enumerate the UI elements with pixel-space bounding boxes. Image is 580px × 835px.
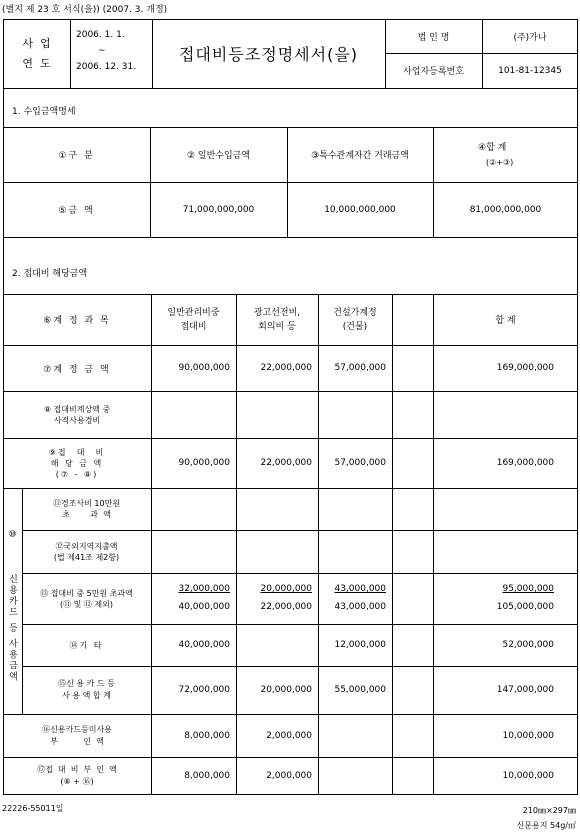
row14-label: ⑭기 타 bbox=[69, 640, 104, 650]
row13-total-b: 105,000,000 bbox=[496, 602, 554, 612]
row14-total: 52,000,000 bbox=[502, 640, 554, 650]
period-from: 2006. 1. 1. bbox=[76, 30, 125, 40]
bizno-label: 사업자등록번호 bbox=[403, 67, 464, 77]
corp-name-value: (주)가나 bbox=[513, 32, 547, 43]
period-to: 2006. 12. 31. bbox=[76, 62, 137, 72]
s2-col-account: ⑥계 정 과 목 bbox=[43, 316, 111, 326]
row13-advert-b: 22,000,000 bbox=[260, 602, 312, 612]
row13-construction-b: 43,000,000 bbox=[334, 602, 386, 612]
row15-label: ⑮신 용 카 드 등 사 용 액 합 계 bbox=[58, 679, 115, 700]
row14-admin: 40,000,000 bbox=[178, 640, 230, 650]
row7-total: 169,000,000 bbox=[496, 363, 554, 373]
card-usage-number: ⑩ bbox=[8, 530, 17, 540]
row9-advert: 22,000,000 bbox=[260, 458, 312, 468]
row15-advert: 20,000,000 bbox=[260, 685, 312, 695]
row9-label: ⑨접 대 비 해 당 금 액 (⑦ - ⑧) bbox=[48, 447, 106, 479]
s2-col-advert: 광고선전비, 회의비 등 bbox=[253, 307, 301, 332]
row7-construction: 57,000,000 bbox=[334, 363, 386, 373]
row9-admin: 90,000,000 bbox=[178, 458, 230, 468]
row13-admin-a: 32,000,000 bbox=[178, 584, 230, 594]
bizno-value: 101-81-12345 bbox=[498, 65, 562, 76]
s1-col-total: ④합 계 bbox=[478, 143, 507, 153]
row15-total: 147,000,000 bbox=[496, 685, 554, 695]
form-title: 접대비등조정명세서(을) bbox=[178, 45, 359, 64]
row13-advert-a: 20,000,000 bbox=[260, 584, 312, 594]
footer-paper: 신문용지 54g/㎡ bbox=[516, 821, 576, 830]
row17-admin: 8,000,000 bbox=[184, 771, 230, 781]
row7-label: ⑦계 정 금 액 bbox=[43, 364, 111, 375]
footer-size: 210㎜×297㎜ bbox=[522, 806, 576, 815]
s1-col-related: ③특수관계자간 거래금액 bbox=[311, 151, 409, 161]
s1-col-general: ② 일반수입금액 bbox=[186, 151, 251, 161]
row15-admin: 72,000,000 bbox=[178, 685, 230, 695]
row7-admin: 90,000,000 bbox=[178, 363, 230, 373]
s1-col-total-formula: (②+③) bbox=[486, 158, 514, 167]
period-tilde: ~ bbox=[98, 46, 106, 56]
section2-title: 2. 접대비 해당금액 bbox=[12, 269, 88, 279]
row16-label: ⑯신용카드등미사용 부 인 액 bbox=[42, 724, 112, 746]
s1-total-amount: 81,000,000,000 bbox=[469, 204, 542, 215]
s1-general-amount: 71,000,000,000 bbox=[182, 204, 255, 215]
row16-total: 10,000,000 bbox=[502, 730, 554, 741]
row9-total: 169,000,000 bbox=[496, 458, 554, 468]
fiscal-year-label: 사 업 연 도 bbox=[22, 36, 51, 70]
row8-label: ⑧ 접대비계상액 중 사적사용경비 bbox=[43, 404, 111, 425]
footer-code: 22226-55011일 bbox=[2, 804, 64, 813]
s1-related-amount: 10,000,000,000 bbox=[324, 204, 396, 215]
section1-title: 1. 수입금액명세 bbox=[12, 107, 76, 117]
row17-advert: 2,000,000 bbox=[266, 771, 312, 781]
s1-row-amount: ⑤금 액 bbox=[58, 206, 95, 216]
card-usage-vertical-label: 신용카드 등 사용금액 bbox=[7, 573, 17, 683]
s2-col-admin: 일반관리비중 접대비 bbox=[167, 307, 220, 332]
row13-admin-b: 40,000,000 bbox=[178, 602, 230, 612]
row7-advert: 22,000,000 bbox=[260, 363, 312, 373]
s1-col-gubun: ①구 분 bbox=[58, 151, 95, 161]
row17-total: 10,000,000 bbox=[502, 771, 554, 781]
row11-label: ⑪경조사비 10만원 초 과 액 bbox=[52, 499, 121, 519]
row16-admin: 8,000,000 bbox=[184, 730, 230, 741]
row9-construction: 57,000,000 bbox=[334, 458, 386, 468]
row14-construction: 12,000,000 bbox=[334, 640, 386, 650]
row12-label: ⑫국외지역지출액 (법 제41조 제2항) bbox=[53, 541, 120, 562]
row13-total-a: 95,000,000 bbox=[502, 584, 554, 594]
s2-col-total: 합 계 bbox=[495, 316, 516, 326]
form-header: (별지 제 23 호 서식(을)) (2007. 3. 개정) bbox=[2, 5, 168, 15]
row17-label: ⑰접 대 비 부 인 액 (⑧ + ⑯) bbox=[37, 765, 117, 786]
corp-name-label: 법 인 명 bbox=[417, 32, 450, 43]
row13-construction-a: 43,000,000 bbox=[334, 584, 386, 594]
row15-construction: 55,000,000 bbox=[334, 685, 386, 695]
row16-advert: 2,000,000 bbox=[266, 730, 312, 741]
s2-col-construction: 건설가계정 (건물) bbox=[333, 307, 377, 332]
row13-label: ⑬ 접대비 중 5만원 초과액 (⑪ 및 ⑫ 제외) bbox=[40, 588, 133, 609]
